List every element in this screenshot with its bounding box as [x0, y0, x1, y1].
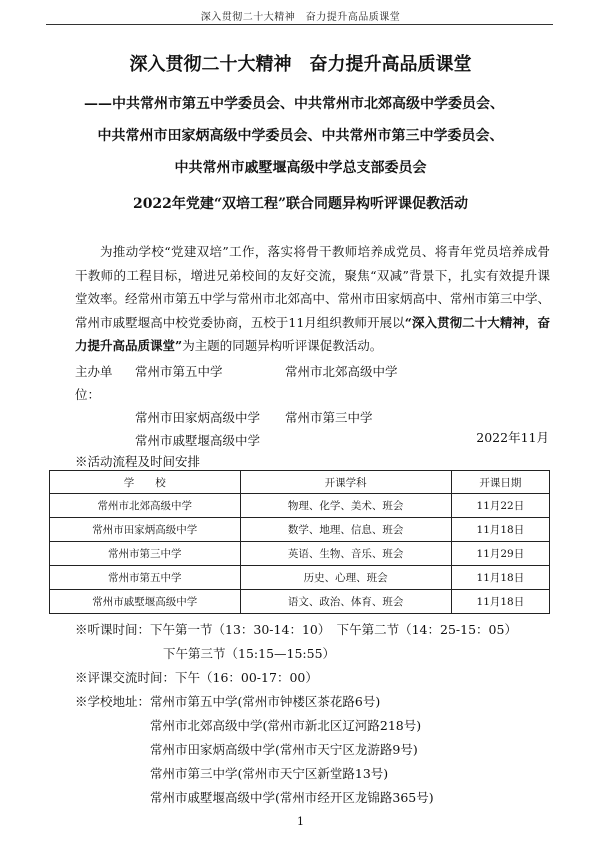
table-row	[50, 494, 550, 518]
host-row	[75, 360, 435, 406]
main-title: 深入贯彻二十大精神 奋力提升高品质课堂	[129, 54, 472, 75]
cell-subjects: 历史、心理、班会	[240, 566, 451, 590]
subtitle-line-1: ——中共常州市第五中学委员会、中共常州市北郊高级中学委员会、	[84, 96, 504, 112]
address-item: 常州市戚墅堰高级中学(常州市经开区龙锦路365号)	[150, 790, 434, 805]
address-item: 常州市第三中学(常州市天宁区新堂路13号)	[150, 766, 389, 781]
listening-line-2: 下午第三节（15:15—15:55）	[163, 646, 336, 661]
column-header-date: 开课日期	[451, 471, 549, 494]
activity-title: 2022年党建“双培工程”联合同题异构听评课促教活动	[132, 196, 469, 212]
document-date: 2022年11月	[476, 430, 549, 445]
cell-subjects: 英语、生物、音乐、班会	[240, 542, 451, 566]
intro-text-after: 为主题的同题异构听评课促教活动。	[182, 338, 383, 353]
cell-date: 11月18日	[451, 566, 549, 590]
table-header-row	[50, 471, 550, 494]
schedule-title: ※活动流程及时间安排	[75, 454, 201, 469]
review-time: ※评课交流时间：下午（16：00-17：00）	[75, 670, 318, 685]
cell-school: 常州市第三中学	[50, 542, 241, 566]
subtitle-line-2: 中共常州市田家炳高级中学委员会、中共常州市第三中学委员会、	[97, 128, 504, 144]
host-unit: 常州市第五中学	[135, 364, 223, 379]
page-number: 1	[297, 815, 304, 828]
host-unit: 常州市北郊高级中学	[285, 364, 398, 379]
subtitle-line-3: 中共常州市戚墅堰高级中学总支部委员会	[174, 160, 427, 176]
listening-line-1: ※听课时间：下午第一节（13：30-14：10） 下午第二节（14：25-15：05）	[75, 622, 517, 637]
address-item: 常州市北郊高级中学(常州市新北区辽河路218号)	[150, 718, 422, 733]
cell-date: 11月22日	[451, 494, 549, 518]
address-item: 常州市田家炳高级中学(常州市天宁区龙游路9号)	[150, 742, 418, 757]
cell-school: 常州市戚墅堰高级中学	[50, 590, 241, 614]
cell-school: 常州市田家炳高级中学	[50, 518, 241, 542]
intro-theme: “深入贯彻二十大精神，奋力提升高品质课堂”	[75, 314, 550, 353]
header-rule	[46, 24, 553, 25]
address-item: 常州市第五中学(常州市钟楼区茶花路6号)	[150, 694, 381, 709]
table-row	[50, 542, 550, 566]
column-header-school: 学 校	[50, 471, 241, 494]
school-addresses	[75, 690, 434, 810]
cell-subjects: 语文、政治、体育、班会	[240, 590, 451, 614]
host-row	[75, 406, 435, 429]
table-row	[50, 518, 550, 542]
intro-text-before: 为推动学校“党建双培”工作，落实将骨干教师培养成党员、将青年党员培养成骨干教师的工程目标，增进兄弟校间的友好交流，聚焦“双减”背景下，扎实有效提升课堂效率。经常州市第五中学与常州市北郊高中、常州市田家炳高中、常州市第三中学、常州市戚墅堰高中校党委协商，五校于11月组织教师开展以	[75, 244, 551, 330]
running-header: 深入贯彻二十大精神 奋力提升高品质课堂	[200, 12, 401, 23]
host-unit: 常州市第三中学	[285, 410, 373, 425]
table-row	[50, 590, 550, 614]
cell-school: 常州市第五中学	[50, 566, 241, 590]
cell-subjects: 物理、化学、美术、班会	[240, 494, 451, 518]
table-row	[50, 566, 550, 590]
column-header-subjects: 开课学科	[240, 471, 451, 494]
cell-subjects: 数学、地理、信息、班会	[240, 518, 451, 542]
cell-date: 11月18日	[451, 518, 549, 542]
cell-school: 常州市北郊高级中学	[50, 494, 241, 518]
cell-date: 11月18日	[451, 590, 549, 614]
host-unit: 常州市田家炳高级中学	[135, 410, 261, 425]
listening-times	[75, 618, 517, 666]
schedule-table	[49, 470, 550, 614]
cell-date: 11月29日	[451, 542, 549, 566]
host-label: 主办单位：	[75, 364, 113, 402]
address-label: ※学校地址：	[75, 694, 151, 709]
host-unit: 常州市戚墅堰高级中学	[135, 433, 261, 448]
intro-paragraph	[75, 240, 550, 358]
